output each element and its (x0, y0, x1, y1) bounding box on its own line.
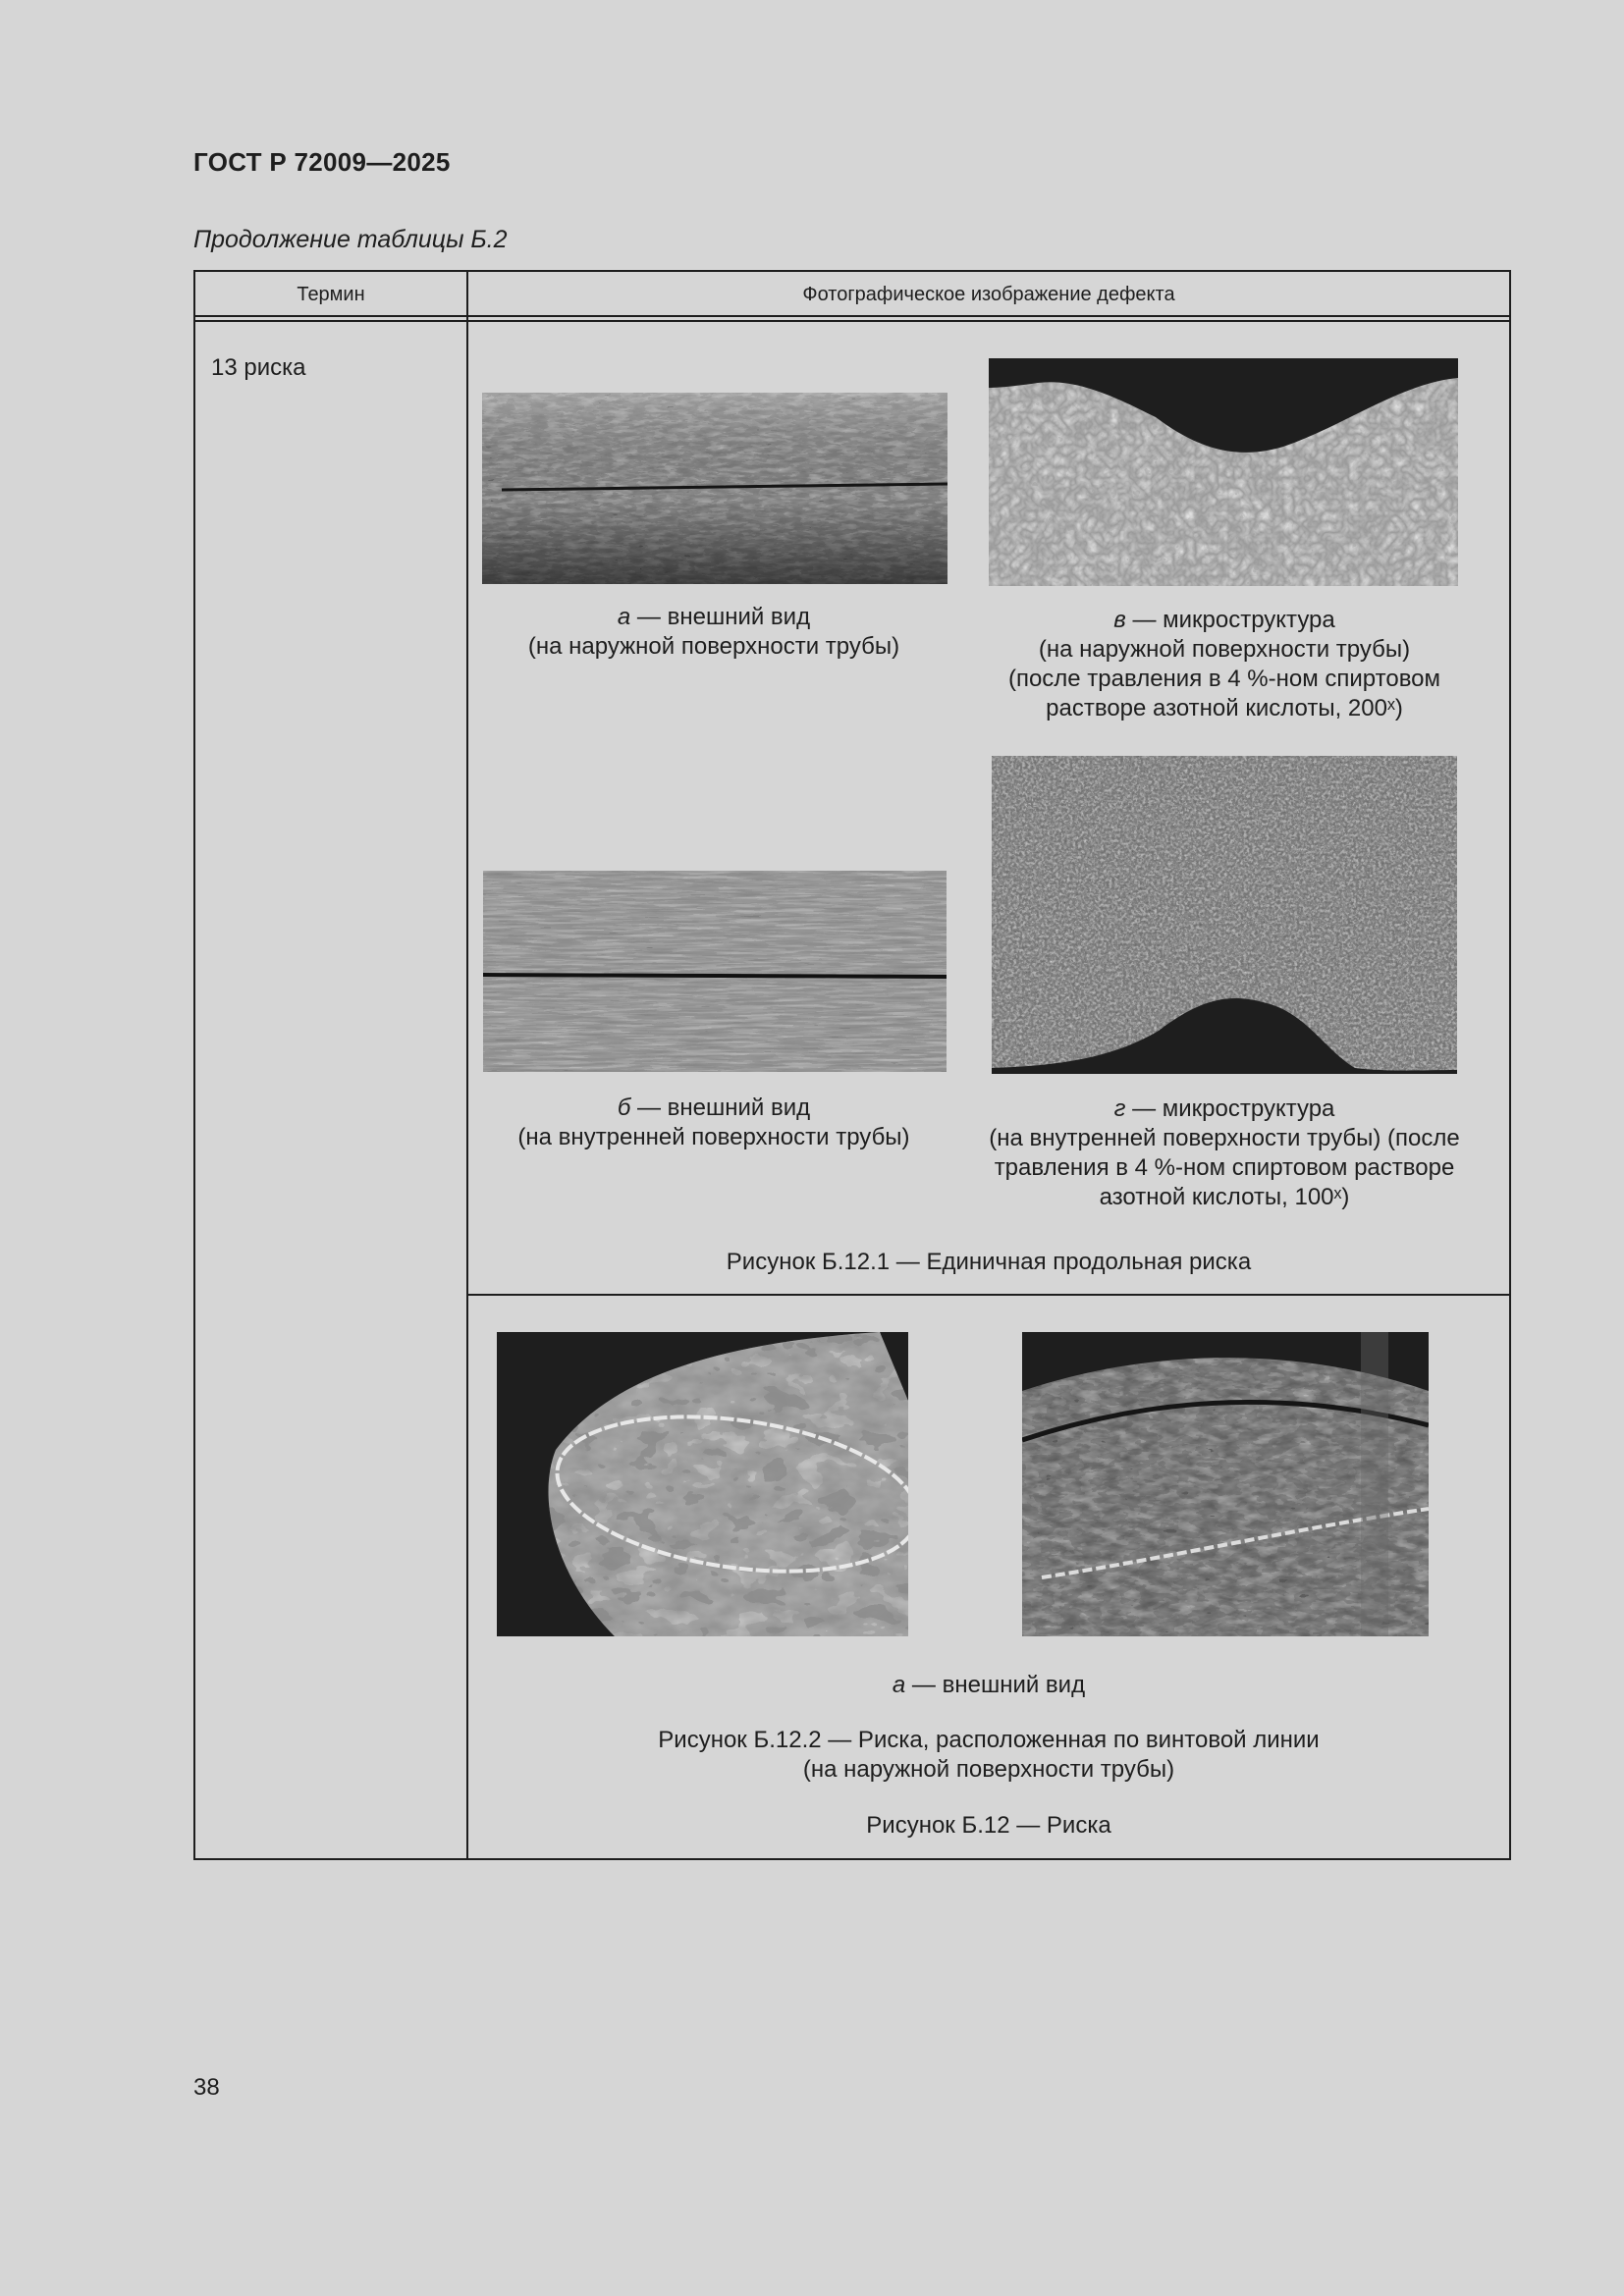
caption-text: (после травления в 4 %-ном спиртовом (1007, 666, 1441, 692)
caption-text: — внешний вид (905, 1672, 1086, 1698)
caption-text: — внешний вид (630, 1095, 811, 1121)
column-header-term: Термин (297, 284, 365, 305)
photo-inner-surface-scratch (483, 871, 947, 1072)
caption-12-1-g (959, 1095, 1489, 1212)
photo-outer-surface-scratch (482, 393, 947, 584)
figure-title-line: (на наружной поверхности трубы) (802, 1756, 1175, 1783)
photo-helical-scratch-1 (497, 1332, 908, 1636)
term-cell: 13 риска (211, 354, 306, 381)
figure-title-line: Рисунок Б.12.2 — Риска, расположенная по винтовой линии (658, 1727, 1320, 1753)
caption-text: — внешний вид (630, 604, 811, 630)
photo-helical-scratch-2 (1022, 1332, 1429, 1636)
caption-12-1-a (468, 603, 959, 662)
caption-letter: б (617, 1095, 631, 1121)
document-code: ГОСТ Р 72009—2025 (193, 147, 451, 177)
caption-text: азотной кислоты, 100ˣ) (1099, 1184, 1350, 1210)
header-rule-top (195, 315, 1509, 317)
caption-letter: в (1113, 607, 1126, 633)
caption-text: (на наружной поверхности трубы) (527, 633, 900, 660)
caption-text: (на наружной поверхности трубы) (1038, 636, 1411, 663)
column-header-photo: Фотографическое изображение дефекта (802, 284, 1175, 305)
figure-12-2-title (468, 1726, 1509, 1785)
photo-microstructure-outer (989, 358, 1458, 586)
caption-12-1-b (468, 1094, 959, 1152)
photo-microstructure-inner (992, 756, 1457, 1074)
caption-text: растворе азотной кислоты, 200ˣ) (1046, 695, 1403, 721)
column-divider (466, 272, 468, 1858)
caption-letter: г (1113, 1095, 1126, 1122)
header-rule-bottom (195, 320, 1509, 322)
caption-text: (на внутренней поверхности трубы) (после (989, 1125, 1460, 1151)
page-number: 38 (193, 2074, 220, 2101)
caption-letter: а (892, 1672, 906, 1698)
figure-12-1-title: Рисунок Б.12.1 — Единичная продольная риска (726, 1249, 1252, 1275)
caption-text: — микроструктура (1125, 607, 1335, 633)
figure-divider (466, 1294, 1509, 1296)
caption-text: травления в 4 %-ном спиртовом растворе (994, 1154, 1455, 1181)
table-continuation-label: Продолжение таблицы Б.2 (193, 226, 508, 253)
caption-text: — микроструктура (1125, 1095, 1335, 1122)
defects-table (193, 270, 1511, 1860)
caption-text: (на внутренней поверхности трубы) (517, 1124, 910, 1150)
figure-12-title: Рисунок Б.12 — Риска (866, 1812, 1111, 1839)
caption-letter: а (617, 604, 631, 630)
caption-12-1-v (959, 606, 1489, 723)
caption-12-2-a (468, 1671, 1509, 1700)
